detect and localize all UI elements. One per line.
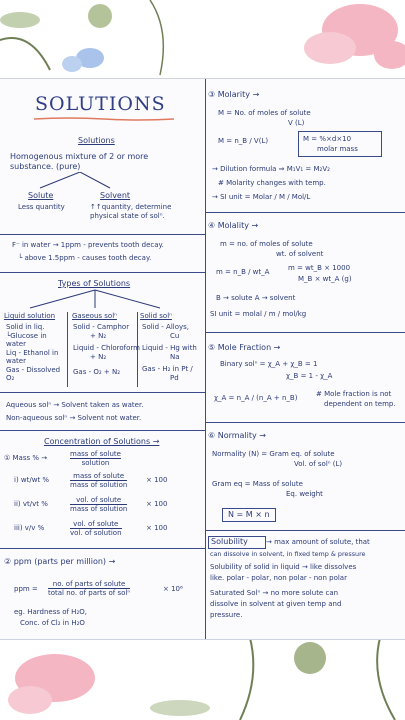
liquid-item: O₂ xyxy=(6,374,15,382)
molality-denominator: wt. of solvent xyxy=(276,250,324,258)
mole-fraction-line-1: Binary solⁿ = χ_A + χ_B = 1 xyxy=(220,360,318,368)
wt-wt-label: i) wt/wt % xyxy=(14,476,50,484)
molarity-formula-2: M = n_B / V(L) xyxy=(218,137,269,145)
gaseous-item: + N₂ xyxy=(90,353,107,361)
molality-formula-right: m = wt_B × 1000 xyxy=(288,264,351,272)
intro-section xyxy=(0,79,205,235)
gram-eq-denominator: Eq. weight xyxy=(286,490,323,498)
molarity-equation: M = No. of moles of solute xyxy=(218,109,311,117)
fluoride-section xyxy=(0,234,205,273)
solvent-desc-1: ↑↑quantity, determine xyxy=(90,203,172,211)
molarity-section xyxy=(206,79,405,213)
liquid-solution-label: Liquid solution xyxy=(4,312,56,320)
vt-vt-multiplier: × 100 xyxy=(146,500,168,508)
mole-fraction-section xyxy=(206,332,405,423)
mole-fraction-note-1: # Mole fraction is not xyxy=(316,390,392,398)
v-v-multiplier: × 100 xyxy=(146,524,168,532)
types-heading: Types of Solutions xyxy=(58,279,131,288)
solubility-term: Solubility xyxy=(211,537,248,546)
solvent-label: Solvent xyxy=(100,191,131,200)
vt-vt-fraction xyxy=(70,496,127,513)
solubility-line-3: Solubility of solid in liquid → like dissolves xyxy=(210,563,357,571)
vt-vt-den: mass of solution xyxy=(70,505,128,513)
solid-item: Cu xyxy=(170,332,180,340)
types-section xyxy=(0,272,205,393)
molarity-heading: ③ Molarity → xyxy=(208,90,260,99)
definition-line-1: Homogenous mixture of 2 or more xyxy=(10,152,149,161)
ppm-multiplier: × 10⁶ xyxy=(163,585,183,593)
ppm-num: no. of parts of solute xyxy=(48,580,130,589)
liquid-item: Solid in liq. xyxy=(6,323,45,331)
ppm-den: total no. of parts of solⁿ xyxy=(48,589,131,597)
solubility-line-2: can dissolve in solvent, in fixed temp & pressure xyxy=(210,550,366,558)
molarity-boxed-formula xyxy=(298,131,382,157)
ppm-section xyxy=(0,548,205,639)
gram-eq-formula: Gram eq = Mass of solute xyxy=(212,480,303,488)
normality-denominator: Vol. of solⁿ (L) xyxy=(294,460,343,468)
definition-line-2: substance. (pure) xyxy=(10,162,81,171)
molality-si-unit: SI unit = molal / m / mol/kg xyxy=(210,310,307,318)
page-title: SOLUTIONS xyxy=(35,93,166,115)
right-column xyxy=(206,79,405,639)
liquid-item: water xyxy=(6,357,26,365)
fluoride-line-2: └ above 1.5ppm - causes tooth decay. xyxy=(18,254,152,262)
vt-vt-label: ii) vt/vt % xyxy=(14,500,48,508)
gaseous-item: Gas - O₂ + N₂ xyxy=(73,368,121,376)
vt-vt-num: vol. of solute xyxy=(70,496,127,505)
ppm-fraction xyxy=(48,580,130,597)
notes-sheet xyxy=(0,78,405,640)
wt-wt-multiplier: × 100 xyxy=(146,476,168,484)
mole-fraction-heading: ⑤ Mole Fraction → xyxy=(208,343,281,352)
wt-wt-num: mass of solute xyxy=(70,472,127,481)
solvent-desc-2: physical state of solⁿ. xyxy=(90,212,165,220)
floral-decoration-top xyxy=(0,0,405,80)
solid-item: Pd xyxy=(170,374,179,382)
floral-decoration-bottom xyxy=(0,638,405,720)
non-aqueous-line: Non-aqueous solⁿ → Solvent not water. xyxy=(6,414,142,422)
solid-solution-label: Solid solⁿ xyxy=(140,312,172,320)
ppm-lhs: ppm = xyxy=(14,585,38,593)
solid-item: Liquid - Hg with xyxy=(142,344,197,352)
gaseous-item: Solid - Camphor xyxy=(73,323,130,331)
gaseous-item: + N₂ xyxy=(90,332,107,340)
normality-box-text: N = M × n xyxy=(228,510,270,519)
v-v-fraction xyxy=(70,520,122,537)
solute-solvent-key: B → solute A → solvent xyxy=(216,294,296,302)
types-branch-lines xyxy=(20,288,170,310)
wt-wt-fraction xyxy=(70,472,127,489)
mass-percent-fraction xyxy=(70,450,121,467)
v-v-label: iii) v/v % xyxy=(14,524,45,532)
normality-formula: Normality (N) = Gram eq. of solute xyxy=(212,450,335,458)
solid-item: Na xyxy=(170,353,180,361)
normality-boxed-formula xyxy=(222,508,276,522)
gaseous-item: Liquid - Chloroform xyxy=(73,344,140,352)
mass-den: solution xyxy=(81,459,110,467)
solubility-line-7: pressure. xyxy=(210,611,243,619)
liquid-item: Gas - Dissolved xyxy=(6,366,61,374)
v-v-den: vol. of solution xyxy=(70,529,122,537)
molarity-denominator: V (L) xyxy=(288,119,305,127)
liquid-item: Liq - Ethanol in xyxy=(6,349,59,357)
molality-formula-left: m = n_B / wt_A xyxy=(216,268,270,276)
normality-heading: ⑥ Normality → xyxy=(208,431,266,440)
molarity-temp-note: # Molarity changes with temp. xyxy=(218,179,326,187)
mass-percent-label: ① Mass % → xyxy=(4,454,48,462)
ppm-heading: ② ppm (parts per million) → xyxy=(4,557,116,566)
mole-fraction-formula: χ_A = n_A / (n_A + n_B) xyxy=(214,394,298,402)
molarity-box-line-1: M = %×d×10 xyxy=(303,135,352,143)
concentration-heading: Concentration of Solutions → xyxy=(44,437,160,446)
v-v-num: vol. of solute xyxy=(70,520,122,529)
liquid-item: water xyxy=(6,340,26,348)
molarity-box-line-2: molar mass xyxy=(317,145,358,153)
solid-item: Solid - Alloys, xyxy=(142,323,190,331)
ppm-example-2: Conc. of Cl₂ in H₂O xyxy=(20,619,85,627)
solubility-line-6: dissolve in solvent at given temp and xyxy=(210,600,342,608)
aqueous-section xyxy=(0,392,205,431)
gaseous-solution-label: Gaseous solⁿ xyxy=(72,312,117,320)
solutions-heading: Solutions xyxy=(78,136,115,145)
solubility-section xyxy=(206,530,405,639)
fluoride-line-1: F⁻ in water → 1ppm - prevents tooth decay. xyxy=(12,241,164,249)
title-underline xyxy=(34,117,174,121)
solubility-line-4: like. polar - polar, non polar - non polar xyxy=(210,574,347,582)
molality-formula-den: M_B × wt_A (g) xyxy=(298,275,352,283)
types-divider-1 xyxy=(67,312,68,387)
concentration-section xyxy=(0,430,205,549)
branch-arrows xyxy=(30,172,130,192)
solubility-term-box xyxy=(208,536,266,549)
wt-wt-den: mass of solution xyxy=(70,481,128,489)
mass-num: mass of solute xyxy=(70,450,121,458)
normality-section xyxy=(206,422,405,531)
dilution-formula: → Dilution formula ⇒ M₁V₁ = M₂V₂ xyxy=(212,165,330,173)
molarity-si-unit: → SI unit = Molar / M / Mol/L xyxy=(212,193,311,201)
mole-fraction-line-2: χ_B = 1 - χ_A xyxy=(286,372,333,380)
molality-heading: ④ Molality → xyxy=(208,221,259,230)
left-column xyxy=(0,79,206,639)
molality-equation: m = no. of moles of solute xyxy=(220,240,313,248)
solute-desc: Less quantity xyxy=(18,203,65,211)
molality-section xyxy=(206,212,405,333)
ppm-example-1: eg. Hardness of H₂O, xyxy=(14,608,87,616)
solubility-line-5: Saturated Solⁿ → no more solute can xyxy=(210,589,339,597)
solubility-line-1: → max amount of solute, that xyxy=(266,538,370,546)
solute-label: Solute xyxy=(28,191,54,200)
aqueous-line: Aqueous solⁿ → Solvent taken as water. xyxy=(6,401,144,409)
mole-fraction-note-2: dependent on temp. xyxy=(324,400,396,408)
liquid-item: └Glucose in xyxy=(6,332,47,340)
solid-item: Gas - H₂ in Pt / xyxy=(142,365,193,373)
